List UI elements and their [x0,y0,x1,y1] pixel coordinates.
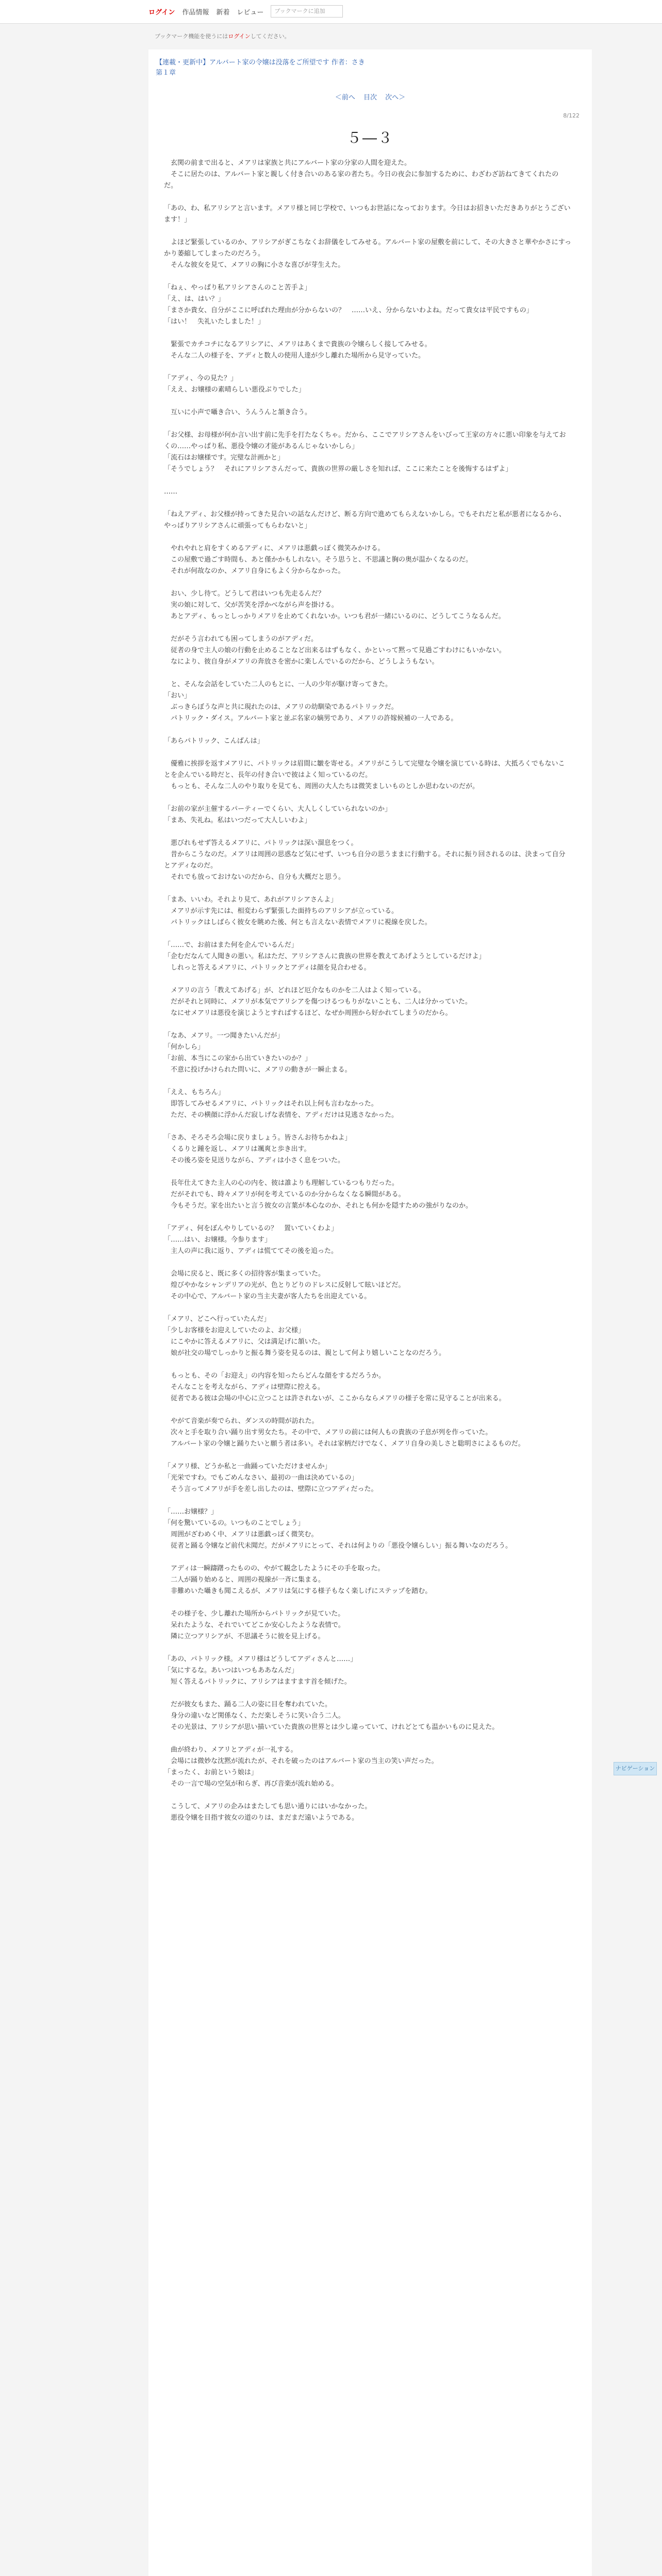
paragraph: 玄関の前まで出ると、メアリは家族と共にアルバート家の分家の人間を迎えた。 そこに居たのは、アルバート家と親しく付き合いのある家の者たち。今日の夜会に参加するために、わざわざ訪ねてきてくれたのだ。 [164,159,559,190]
side-navigation-tab[interactable]: ナビゲーション [614,1762,657,1775]
nav-review[interactable]: レビュー [237,8,264,16]
nav-new[interactable]: 新着 [216,8,230,16]
paragraph: 緊張でカチコチになるアリシアに、メアリはあくまで貴族の令嬢らしく接してみせる。 そんな二人の様子を、アディと数人の使用人達が少し離れた場所から見守っていた。 [171,341,432,360]
paragraph: 「……で、お前はまた何を企んでいるんだ」 「企むだなんて人聞きの悪い。私はただ、アリシアさんに貴族の世界を教えてあげようとしているだけよ」 しれっと答えるメアリに、パトリックとアディは顔を見合わせる。 [164,941,486,972]
paragraph: やがて音楽が奏でられ、ダンスの時間が訪れた。 次々と手を取り合い踊り出す男女たち。その中で、メアリの前には何人もの貴族の子息が列を作っていた。 アルバート家の令嬢と踊りたいと願う者は多い。それは家柄だけでなく、メアリ自身の美しさと聡明さによるものだ。 [171,1417,525,1448]
paragraph: 「ねぇ、やっぱり私アリシアさんのこと苦手よ」 「え、は、はい？」 「まさか貴女、自分がここに呼ばれた理由が分からないの？ ……いえ、分からないわよね。だって貴女は平民ですもの」 「はい！ 失礼いたしました！」 [164,284,533,326]
paragraph: やれやれと肩をすくめるアディに、メアリは悪戯っぽく微笑みかける。 この屋敷で過ごす時間も、あと僅かかもしれない。そう思うと、不思議と胸の奥が温かくなるのだ。 それが何故なのか、メアリ自身にもよく分からなかった。 [171,545,473,575]
paragraph: 「メアリ様、どうか私と一曲踊っていただけませんか」 「光栄ですわ。でもごめんなさい、最初の一曲は決めているの」 そう言ってメアリが手を差し出したのは、壁際に立つアディだった。 [164,1463,378,1493]
paragraph: 「あらパトリック、こんばんは」 [164,737,264,745]
paragraph: 「さあ、そろそろ会場に戻りましょう。皆さんお待ちかねよ」 くるりと踵を返し、メアリは颯爽と歩き出す。 その後ろ姿を見送りながら、アディは小さく息をついた。 [164,1134,352,1164]
paragraph: 悪びれもせず答えるメアリに、パトリックは深い溜息をつく。 昔からこうなのだ。メアリは周囲の思惑など気にせず、いつも自分の思うままに行動する。それに振り回されるのは、決まって自分とアディなのだ。 それでも放っておけないのだから、自分も大概だと思う。 [164,839,566,881]
paragraph: 「あの、パトリック様。メアリ様はどうしてアディさんと……」 「気にするな。あいつはいつもああなんだ」 短く答えるパトリックに、アリシアはますます首を傾げた。 [164,1655,357,1686]
paragraph: だがそう言われても困ってしまうのがアディだ。 従者の身で主人の娘の行動を止めることなど出来るはずもなく、かといって黙って見過ごすわけにもいかない。 なにより、彼自身がメアリの奔放さを密かに楽しんでいるのだから、どうしようもない。 [171,635,506,666]
paragraph: 曲が終わり、メアリとアディが一礼する。 会場には微妙な沈黙が流れたが、それを破ったのはアルバート家の当主の笑い声だった。 「まったく、お前という娘は」 その一言で場の空気が和らぎ、再び音楽が流れ始める。 [164,1746,438,1788]
paragraph: アディは一瞬躊躇ったものの、やがて観念したようにその手を取った。 二人が踊り始めると、周囲の視線が一斉に集まる。 非難めいた囁きも聞こえるが、メアリは気にする様子もなく楽しげにステップを踏む。 [171,1565,432,1595]
page-number: 8/122 [563,112,580,119]
work-title[interactable]: 【連載・更新中】アルバート家の令嬢は没落をご所望です 作者：さき [156,59,365,66]
paragraph: 会場に戻ると、既に多くの招待客が集まっていた。 煌びやかなシャンデリアの光が、色とりどりのドレスに反射して眩いほどだ。 その中心で、アルバート家の当主夫妻が客人たちを出迎えている。 [171,1270,405,1300]
paragraph: 優雅に挨拶を返すメアリに、パトリックは眉間に皺を寄せる。メアリがこうして完璧な令嬢を演じている時は、大抵ろくでもないことを企んでいる時だと、長年の付き合いで彼はよく知っているのだ。 もっとも、そんな二人のやり取りを見ても、周囲の大人たちは微笑ましいものとしか思わないのだが。 [164,760,565,790]
paragraph: 「……お嬢様？」 「何を驚いているの。いつものことでしょう」 周囲がざわめく中、メアリは悪戯っぽく微笑む。 従者と踊る令嬢など前代未聞だ。だがメアリにとって、それは何よりの「悪役令嬢らしい」振る舞いなのだろう。 [164,1508,512,1550]
top-bar [0,0,662,24]
bookmark-notice: ブックマーク機能を使うにはログインしてください。 [155,33,290,40]
nav-work-info[interactable]: 作品情報 [182,8,209,16]
paragraph: だが彼女もまた、踊る二人の姿に目を奪われていた。 身分の違いなど関係なく、ただ楽しそうに笑い合う二人。 その光景は、アリシアが思い描いていた貴族の世界とは少し違っていて、けれどとても温かいものに見えた。 [171,1701,499,1731]
paragraph: もっとも、その「お迎え」の内容を知ったらどんな顔をするだろうか。 そんなことを考えながら、アディは壁際に控える。 従者である彼は会場の中心に立つことは許されないが、ここからならメアリの様子を常に見守ることが出来る。 [171,1372,506,1402]
paragraph: 「ねえアディ、お父様が持ってきた見合いの話なんだけど、断る方向で進めてもらえないかしら。でもそれだと私が悪者になるから、やっぱりアリシアさんに頑張ってもらわないと」 [164,511,566,530]
paragraph: 「お父様、お母様が何か言い出す前に先手を打たなくちゃ。だから、ここでアリシアさんをいびって王家の方々に悪い印象を与えておくの……やっぱり私、悪役令嬢の才能があるんじゃないかしら」 「流石はお嬢様です。完璧な計画かと」 「そうでしょう？ それにアリシアさんだって、貴族の世界の厳しさを知れば、ここに来たことを後悔するはずよ」 [164,431,566,473]
paragraph: …… [164,488,177,496]
paragraph: 「お前の家が主催するパーティーでくらい、大人しくしていられないのか」 「まあ、失礼ね。私はいつだって大人しいわよ」 [164,805,391,824]
paragraph: よほど緊張しているのか、アリシアがぎこちなくお辞儀をしてみせる。アルバート家の屋敷を前にして、その大きさと華やかさにすっかり萎縮してしまったのだろう。 そんな彼女を見て、メアリの胸に小さな喜びが芽生えた。 [164,239,572,269]
paragraph: 「ええ、もちろん」 即答してみせるメアリに、パトリックはそれ以上何も言わなかった。 ただ、その横顔に浮かんだ寂しげな表情を、アディだけは見逃さなかった。 [164,1089,398,1119]
paragraph: 「まあ、いいわ。それより見て、あれがアリシアさんよ」 メアリが示す先には、相変わらず緊張した面持ちのアリシアが立っている。 パトリックはしばらく彼女を眺めた後、何とも言えない表情でメアリに視線を戻した。 [164,896,432,926]
novel-body [164,158,571,1835]
paragraph: 「アディ、今の見た？」 「ええ、お嬢様の素晴らしい悪役ぶりでした」 [164,375,305,394]
episode-title: ５―３ [346,129,393,146]
paragraph: 互いに小声で囁き合い、うんうんと頷き合う。 [164,409,312,416]
prev-link[interactable]: ＜前へ [335,94,355,101]
paragraph: 長年仕えてきた主人の心の内を、彼は誰よりも理解しているつもりだった。 だがそれでも、時々メアリが何を考えているのか分からなくなる瞬間がある。 今もそうだ。家を出たいと言う彼女の言葉が本心なのか、それとも何かを隠すための強がりなのか。 [171,1179,473,1210]
paragraph: と、そんな会話をしていた二人のもとに、一人の少年が駆け寄ってきた。 「おい」 ぶっきらぼうな声と共に現れたのは、メアリの幼馴染であるパトリックだ。 パトリック・ダイス。アルバート家と並ぶ名家の嫡男であり、メアリの許嫁候補の一人である。 [164,681,458,722]
pager-top [148,92,592,101]
paragraph: おい、少し待て。どうして君はいつも先走るんだ？ 実の娘に対して、父が苦笑を浮かべながら声を掛ける。 あとアディ、もっとしっかりメアリを止めてくれないか。いつも君が一緒にいるのに、どうしてこうなるんだ。 [171,590,505,620]
paragraph: 「なあ、メアリ。一つ聞きたいんだが」 「何かしら」 「お前、本当にこの家から出ていきたいのか？」 不意に投げかけられた問いに、メアリの動きが一瞬止まる。 [164,1032,352,1074]
index-link[interactable]: 目次 [363,94,377,101]
chapter-title: 第１章 [156,69,176,77]
paragraph: 「アディ、何をぼんやりしているの？ 置いていくわよ」 「……はい、お嬢様。今参ります」 主人の声に我に返り、アディは慌ててその後を追った。 [164,1225,338,1255]
search-input[interactable]: ブックマークに追加 [271,5,343,18]
login-link[interactable]: ログイン [148,8,175,16]
next-link[interactable]: 次へ＞ [385,94,406,101]
paragraph: こうして、メアリの企みはまたしても思い通りにはいかなかった。 悪役令嬢を目指す彼女の道のりは、まだまだ遠いようである。 [171,1803,372,1822]
paragraph: メアリの言う「教えてあげる」が、どれほど厄介なものかを二人はよく知っている。 だがそれと同時に、メアリが本気でアリシアを傷つけるつもりがないことも、二人は分かっていた。 なにせメアリは悪役を演じようとすればするほど、なぜか周囲から好かれてしまうのだから。 [171,987,472,1017]
paragraph: 「メアリ、どこへ行っていたんだ」 「少しお客様をお迎えしていたのよ、お父様」 にこやかに答えるメアリに、父は満足げに頷いた。 娘が社交の場でしっかりと振る舞う姿を見るのは、親として何より嬉しいことなのだろう。 [164,1315,446,1357]
notice-login-link[interactable]: ログイン [228,33,251,40]
main-content [148,49,592,2576]
paragraph: 「あの、わ、私アリシアと言います。メアリ様と同じ学校で、いつもお世話になっております。今日はお招きいただきありがとうございます！」 [164,205,571,224]
paragraph: その様子を、少し離れた場所からパトリックが見ていた。 呆れたような、それでいてどこか安心したような表情で。 隣に立つアリシアが、不思議そうに彼を見上げる。 [171,1610,345,1640]
